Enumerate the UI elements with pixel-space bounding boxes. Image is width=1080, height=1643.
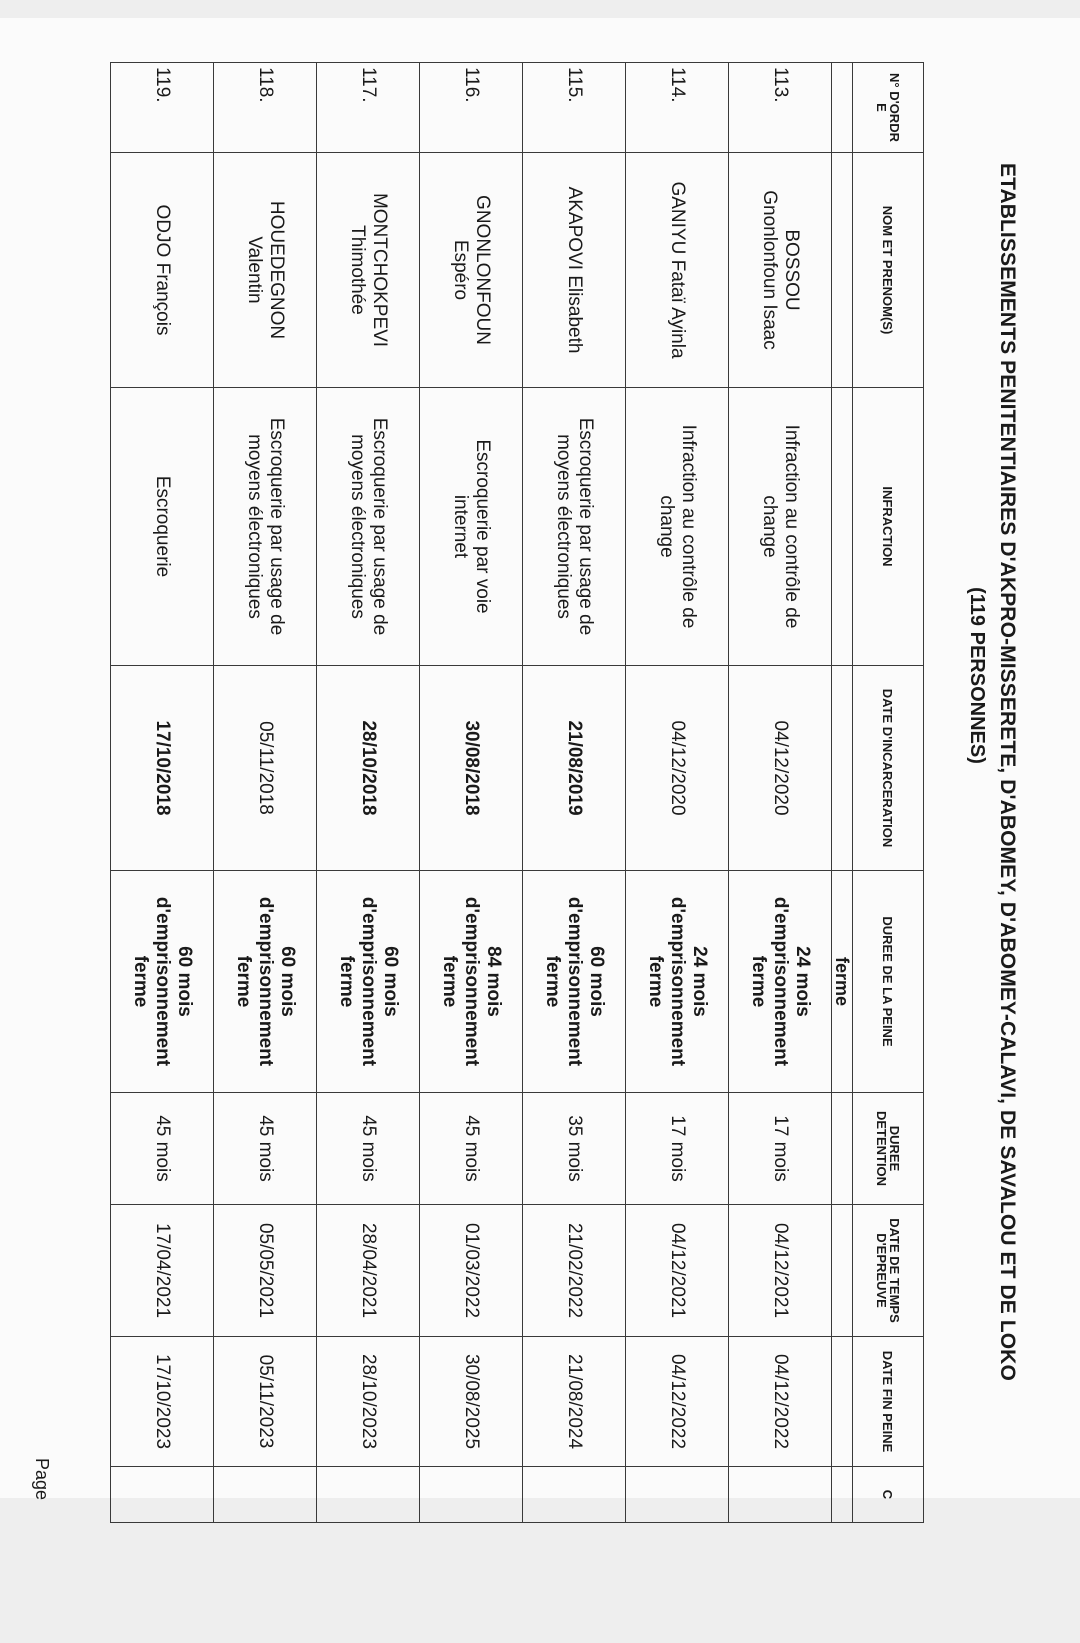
cell-extra <box>214 1467 317 1523</box>
cell-duree-peine: ferme <box>832 871 853 1093</box>
cell-date-incarceration: 28/10/2018 <box>317 666 420 871</box>
cell-duree-detention: 35 mois <box>523 1093 626 1205</box>
cell-num: 116. <box>420 63 523 153</box>
header-date-fin-peine: DATE FIN PEINE <box>853 1337 924 1467</box>
cell-extra <box>420 1467 523 1523</box>
cell-infraction: Escroquerie par usage de moyens électroniques <box>523 388 626 666</box>
table-row <box>111 63 214 1523</box>
table-row <box>214 63 317 1523</box>
cell-infraction: Escroquerie par usage de moyens électroniques <box>317 388 420 666</box>
cell-duree-peine: 24 mois d'emprisonnement ferme <box>626 871 729 1093</box>
cell-date-temps-epreuve: 17/04/2021 <box>111 1205 214 1337</box>
cell-name: GNONLONFOUN Espéro <box>420 153 523 388</box>
cell-duree-peine: 60 mois d'emprisonnement ferme <box>523 871 626 1093</box>
table-row <box>626 63 729 1523</box>
header-duree-detention: DUREE DETENTION <box>853 1093 924 1205</box>
document-page <box>0 18 1080 1501</box>
cell-date-temps-epreuve: 01/03/2022 <box>420 1205 523 1337</box>
cell <box>832 1093 853 1205</box>
document-subtitle: (119 PERSONNES) <box>966 587 988 764</box>
cell <box>832 153 853 388</box>
cell <box>832 1467 853 1523</box>
cell <box>832 388 853 666</box>
cell-num: 118. <box>214 63 317 153</box>
cell-name: BOSSOU Gnonlonfoun Isaac <box>729 153 832 388</box>
cell-date-temps-epreuve: 05/05/2021 <box>214 1205 317 1337</box>
cell-num: 113. <box>729 63 832 153</box>
cell-duree-peine: 60 mois d'emprisonnement ferme <box>214 871 317 1093</box>
header-date-temps-epreuve: DATE DE TEMPS D'EPREUVE <box>853 1205 924 1337</box>
cell-extra <box>626 1467 729 1523</box>
cell-duree-detention: 17 mois <box>729 1093 832 1205</box>
cell-num: 115. <box>523 63 626 153</box>
cell-infraction: Escroquerie par usage de moyens électroniques <box>214 388 317 666</box>
header-name: NOM ET PRENOM(S) <box>853 153 924 388</box>
cell-date-temps-epreuve: 04/12/2021 <box>626 1205 729 1337</box>
header-date-incarceration: DATE D'INCARCERATION <box>853 666 924 871</box>
table-row-continuation <box>832 63 853 1523</box>
cell-date-temps-epreuve: 21/02/2022 <box>523 1205 626 1337</box>
header-num: N° D'ORDR E <box>853 63 924 153</box>
cell <box>832 1205 853 1337</box>
cell-duree-detention: 45 mois <box>111 1093 214 1205</box>
cell-date-fin-peine: 30/08/2025 <box>420 1337 523 1467</box>
header-infraction: INFRACTION <box>853 388 924 666</box>
cell-date-incarceration: 05/11/2018 <box>214 666 317 871</box>
cell-duree-peine: 24 mois d'emprisonnement ferme <box>729 871 832 1093</box>
cell-date-fin-peine: 04/12/2022 <box>626 1337 729 1467</box>
cell-name: GANIYU Fataï Ayinla <box>626 153 729 388</box>
cell <box>832 63 853 153</box>
cell-date-fin-peine: 17/10/2023 <box>111 1337 214 1467</box>
cell-duree-detention: 45 mois <box>420 1093 523 1205</box>
cell-date-fin-peine: 05/11/2023 <box>214 1337 317 1467</box>
cell-extra <box>729 1467 832 1523</box>
header-extra: C <box>853 1467 924 1523</box>
cell <box>832 666 853 871</box>
cell-extra <box>523 1467 626 1523</box>
cell-duree-detention: 17 mois <box>626 1093 729 1205</box>
cell-num: 114. <box>626 63 729 153</box>
cell-date-incarceration: 04/12/2020 <box>626 666 729 871</box>
cell-name: AKAPOVI Elisabeth <box>523 153 626 388</box>
cell-name: MONTCHOKPEVI Thimothée <box>317 153 420 388</box>
cell-date-incarceration: 17/10/2018 <box>111 666 214 871</box>
cell-infraction: Infraction au contrôle de change <box>626 388 729 666</box>
cell-duree-detention: 45 mois <box>317 1093 420 1205</box>
document-title: ETABLISSEMENTS PENITENTIAIRES D'AKPRO-MISSERETE, D'ABOMEY, D'ABOMEY-CALAVI, DE SAVALOU ET DE LOKO <box>996 163 1019 1381</box>
cell-date-incarceration: 04/12/2020 <box>729 666 832 871</box>
cell-num: 119. <box>111 63 214 153</box>
cell-duree-peine: 60 mois d'emprisonnement ferme <box>317 871 420 1093</box>
cell <box>832 1337 853 1467</box>
cell-name: ODJO François <box>111 153 214 388</box>
page-label: Page <box>32 1458 52 1501</box>
cell-date-temps-epreuve: 04/12/2021 <box>729 1205 832 1337</box>
table-row <box>523 63 626 1523</box>
cell-duree-detention: 45 mois <box>214 1093 317 1205</box>
cell-name: HOUEDEGNON Valentin <box>214 153 317 388</box>
cell-duree-peine: 60 mois d'emprisonnement ferme <box>111 871 214 1093</box>
rotated-content <box>0 18 1080 1501</box>
header-duree-peine: DUREE DE LA PEINE <box>853 871 924 1093</box>
cell-duree-peine: 84 mois d'emprisonnement ferme <box>420 871 523 1093</box>
cell-infraction: Escroquerie <box>111 388 214 666</box>
cell-date-fin-peine: 04/12/2022 <box>729 1337 832 1467</box>
cell-date-incarceration: 30/08/2018 <box>420 666 523 871</box>
table-row <box>729 63 832 1523</box>
table-header-row <box>853 63 924 1523</box>
cell-num: 117. <box>317 63 420 153</box>
cell-date-incarceration: 21/08/2019 <box>523 666 626 871</box>
table-row <box>420 63 523 1523</box>
cell-extra <box>317 1467 420 1523</box>
cell-infraction: Escroquerie par voie internet <box>420 388 523 666</box>
cell-infraction: Infraction au contrôle de change <box>729 388 832 666</box>
table-row <box>317 63 420 1523</box>
cell-extra <box>111 1467 214 1523</box>
cell-date-temps-epreuve: 28/04/2021 <box>317 1205 420 1337</box>
cell-date-fin-peine: 28/10/2023 <box>317 1337 420 1467</box>
cell-date-fin-peine: 21/08/2024 <box>523 1337 626 1467</box>
detainee-table <box>110 62 924 1523</box>
